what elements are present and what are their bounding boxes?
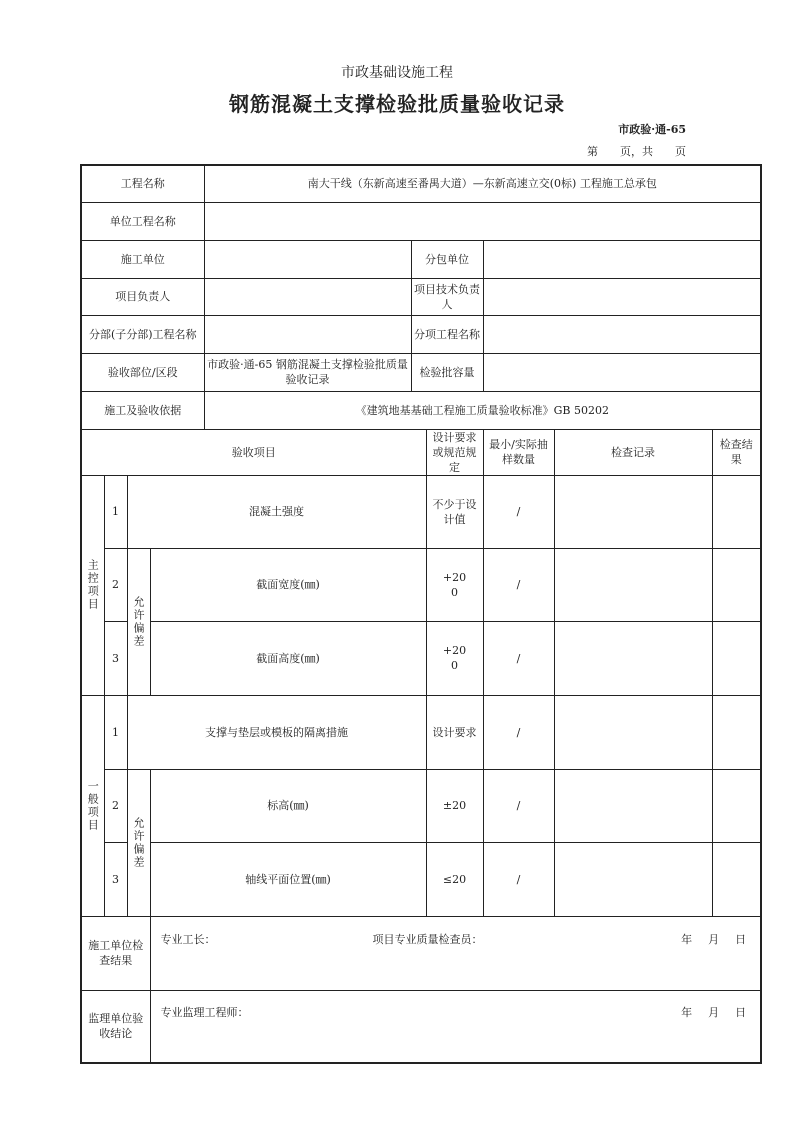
constructor-label: 施工单位 bbox=[81, 240, 204, 278]
basis-label: 施工及验收依据 bbox=[81, 391, 204, 429]
column-header-sample: 最小/实际抽样数量 bbox=[483, 429, 554, 475]
main-row-2-requirement-bottom: 0 bbox=[451, 585, 458, 599]
unit-project-label: 单位工程名称 bbox=[81, 202, 204, 240]
general-row-2-sample: / bbox=[483, 769, 554, 842]
column-header-record: 检查记录 bbox=[554, 429, 712, 475]
location-value[interactable]: 市政验·通-65 钢筋混凝土支撑检验批质量验收记录 bbox=[204, 353, 411, 391]
constructor-check-label: 施工单位检查结果 bbox=[81, 916, 150, 990]
main-row-3-no: 3 bbox=[104, 621, 127, 695]
document-title: 钢筋混凝土支撑检验批质量验收记录 bbox=[229, 92, 565, 116]
project-name-label: 工程名称 bbox=[81, 165, 204, 202]
general-row-3-record[interactable] bbox=[554, 842, 712, 916]
constructor-date bbox=[665, 932, 746, 947]
general-row-2-record[interactable] bbox=[554, 769, 712, 842]
supervisor-date bbox=[665, 1005, 746, 1020]
supervisor-label: 监理单位验收结论 bbox=[81, 990, 150, 1063]
division-label: 分部(子分部)工程名称 bbox=[81, 315, 204, 353]
general-row-1-result[interactable] bbox=[712, 695, 761, 769]
general-row-1-name: 支撑与垫层或模板的隔离措施 bbox=[127, 695, 426, 769]
constructor-value[interactable] bbox=[204, 240, 411, 278]
column-header-item: 验收项目 bbox=[81, 429, 426, 475]
general-row-3-no: 3 bbox=[104, 842, 127, 916]
constructor-date-day: 日 bbox=[735, 933, 747, 946]
main-row-1-record[interactable] bbox=[554, 475, 712, 548]
constructor-date-year: 年 bbox=[681, 933, 693, 946]
general-row-1-sample: / bbox=[483, 695, 554, 769]
capacity-label: 检验批容量 bbox=[411, 353, 483, 391]
main-row-2-record[interactable] bbox=[554, 548, 712, 621]
general-tolerance-label: 允许偏差 bbox=[132, 816, 145, 869]
main-row-2-requirement bbox=[426, 548, 483, 621]
supervisor-conclusion-area[interactable] bbox=[150, 990, 761, 1063]
supervisor-date-month: 月 bbox=[708, 1006, 720, 1020]
project-name-value: 南大干线（东新高速至番禺大道）—东新高速立交(0标) 工程施工总承包 bbox=[204, 165, 761, 202]
column-header-requirement: 设计要求或规范规定 bbox=[426, 429, 483, 475]
main-row-3-result[interactable] bbox=[712, 621, 761, 695]
form-code: 市政验·通-65 bbox=[618, 123, 686, 136]
division-value[interactable] bbox=[204, 315, 411, 353]
general-row-3-result[interactable] bbox=[712, 842, 761, 916]
main-row-2-name: 截面宽度(㎜) bbox=[150, 548, 426, 621]
page-info: 第 页，共 页 bbox=[587, 145, 686, 158]
general-row-3-name: 轴线平面位置(㎜) bbox=[150, 842, 426, 916]
main-tolerance-cell bbox=[127, 548, 150, 695]
general-row-1-record[interactable] bbox=[554, 695, 712, 769]
constructor-check-area[interactable] bbox=[150, 916, 761, 990]
project-manager-value[interactable] bbox=[204, 278, 411, 315]
tech-lead-value[interactable] bbox=[483, 278, 761, 315]
column-header-result: 检查结果 bbox=[712, 429, 761, 475]
document-supertitle: 市政基础设施工程 bbox=[341, 65, 453, 81]
main-row-3-requirement-top: +20 bbox=[442, 644, 467, 657]
location-label: 验收部位/区段 bbox=[81, 353, 204, 391]
main-control-label-cell bbox=[81, 475, 104, 695]
general-label: 一般项目 bbox=[86, 779, 100, 832]
main-row-1-requirement: 不少于设计值 bbox=[426, 475, 483, 548]
unit-project-value[interactable] bbox=[204, 202, 761, 240]
supervisor-date-year: 年 bbox=[681, 1006, 693, 1020]
general-label-cell bbox=[81, 695, 104, 916]
main-row-2-no: 2 bbox=[104, 548, 127, 621]
general-row-2-no: 2 bbox=[104, 769, 127, 842]
basis-value: 《建筑地基基础工程施工质量验收标准》GB 50202 bbox=[204, 391, 761, 429]
main-row-1-name: 混凝土强度 bbox=[127, 475, 426, 548]
tech-lead-label: 项目技术负责人 bbox=[411, 278, 483, 315]
general-row-2-name: 标高(㎜) bbox=[150, 769, 426, 842]
main-row-2-sample: / bbox=[483, 548, 554, 621]
general-tolerance-cell bbox=[127, 769, 150, 916]
subitem-label: 分项工程名称 bbox=[411, 315, 483, 353]
main-row-2-requirement-top: +20 bbox=[442, 570, 467, 584]
main-row-1-result[interactable] bbox=[712, 475, 761, 548]
engineer-label: 专业监理工程师： bbox=[160, 1006, 249, 1020]
supervisor-date-day: 日 bbox=[735, 1006, 747, 1020]
general-row-3-requirement: ≤20 bbox=[426, 842, 483, 916]
main-row-3-name: 截面高度(㎜) bbox=[150, 621, 426, 695]
main-row-1-sample: / bbox=[483, 475, 554, 548]
general-row-2-requirement: ±20 bbox=[426, 769, 483, 842]
main-row-3-requirement bbox=[426, 621, 483, 695]
project-manager-label: 项目负责人 bbox=[81, 278, 204, 315]
main-row-3-record[interactable] bbox=[554, 621, 712, 695]
main-row-1-no: 1 bbox=[104, 475, 127, 548]
subcontractor-value[interactable] bbox=[483, 240, 761, 278]
subitem-value[interactable] bbox=[483, 315, 761, 353]
main-control-label: 主控项目 bbox=[86, 559, 100, 611]
inspection-form-table bbox=[80, 164, 762, 1064]
main-tolerance-label: 允许偏差 bbox=[132, 595, 145, 648]
general-row-2-result[interactable] bbox=[712, 769, 761, 842]
foreman-label: 专业工长： bbox=[160, 933, 216, 946]
capacity-value[interactable] bbox=[483, 353, 761, 391]
general-row-1-no: 1 bbox=[104, 695, 127, 769]
general-row-3-sample: / bbox=[483, 842, 554, 916]
main-row-3-requirement-bottom: 0 bbox=[451, 659, 458, 672]
general-row-1-requirement: 设计要求 bbox=[426, 695, 483, 769]
main-row-2-result[interactable] bbox=[712, 548, 761, 621]
main-row-3-sample: / bbox=[483, 621, 554, 695]
inspector-label: 项目专业质量检查员： bbox=[372, 933, 483, 946]
constructor-date-month: 月 bbox=[708, 933, 720, 946]
subcontractor-label: 分包单位 bbox=[411, 240, 483, 278]
